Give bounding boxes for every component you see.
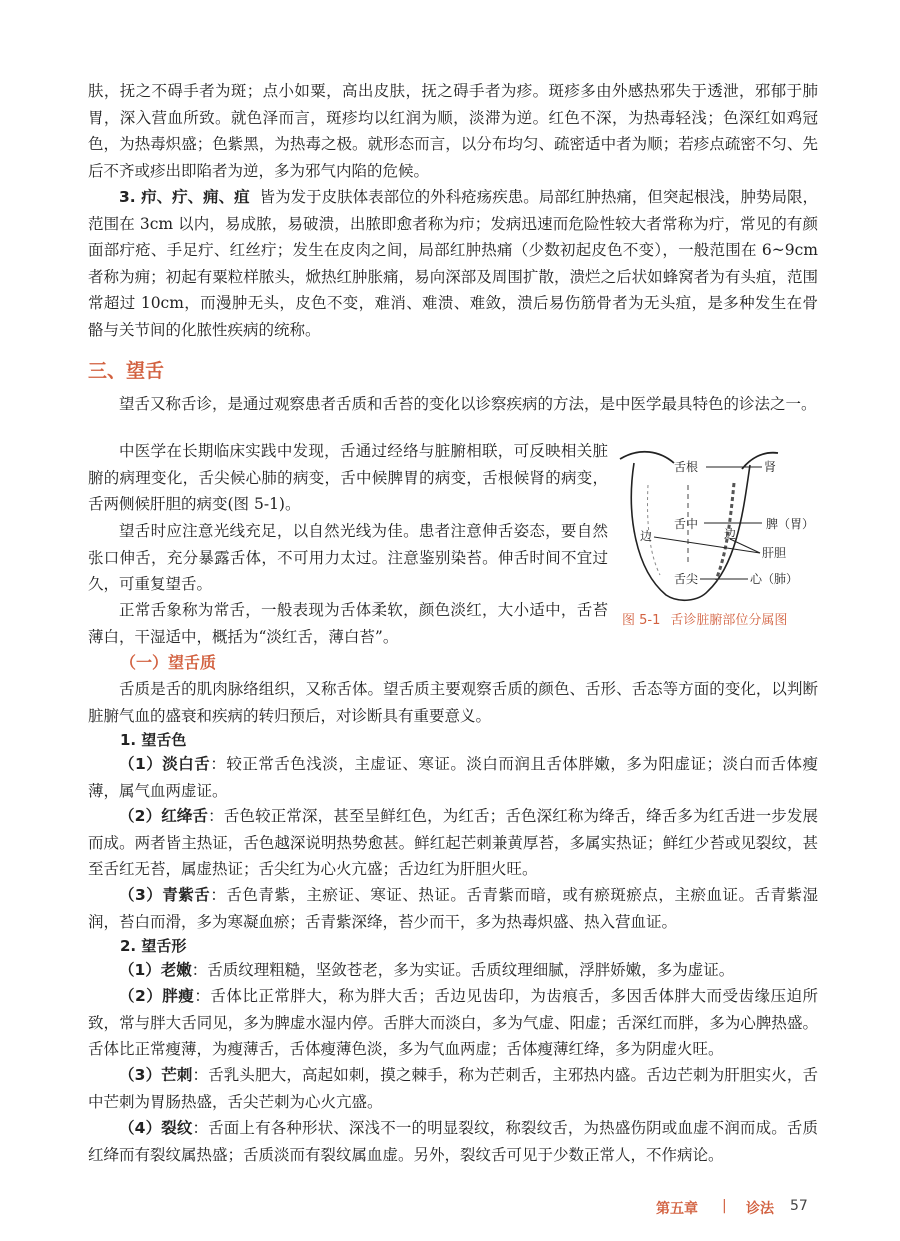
heading-tongue-shape: 2. 望舌形 [120,937,187,955]
label-edge-left: 边 [640,529,653,543]
shape-item-thorns-text: ：舌乳头肥大，高起如刺，摸之棘手，称为芒刺舌，主邪热内盛。舌边芒刺为肝胆实火，舌中芒刺为胃肠热盛，舌尖芒刺为心火亢盛。 [88,1066,818,1111]
item-3-paragraph [88,184,818,343]
color-item-purple-text: ：舌色青紫，主瘀证、寒证、热证。舌青紫而暗，或有瘀斑瘀点，主瘀血证。舌青紫湿润，苔白而滑，多为寒凝血瘀；舌青紫深绛，苔少而干，多为热毒炽盛、热入营血证。 [88,886,818,931]
observation-tips-paragraph: 望舌时应注意光线充足，以自然光线为佳。患者注意伸舌姿态，要自然张口伸舌，充分暴露舌体，不可用力太过。注意鉴别染苔。伸舌时间不宜过久，可重复望舌。 [88,522,608,593]
shape-item-thorns-label: （3）芒刺 [119,1066,193,1084]
shape-item-texture-label: （1）老嫩 [119,961,192,979]
item-3-label: 3. 疖、疔、痈、疽 [119,188,250,206]
shape-item-size-label: （2）胖瘦 [119,987,195,1005]
label-edge-right: 边 [724,527,737,541]
label-kidney: 肾 [764,460,777,474]
figure-number: 图 5-1 [622,613,661,628]
tongue-organs-paragraph: 中医学在长期临床实践中发现，舌通过经络与脏腑相联，可反映相关脏腑的病理变化，舌尖候心肺的病变，舌中候脾胃的病变，舌根候肾的病变，舌两侧候肝胆的病变(图 5-1)。 [88,442,608,513]
heading-tongue-color: 1. 望舌色 [120,731,187,749]
color-item-red-text: ：舌色较正常深，甚至呈鲜红色，为红舌；舌色深红称为绛舌，绛舌多为红舌进一步发展而成。两者皆主热证，舌色越深说明热势愈甚。鲜红起芒刺兼黄厚苔，多属实热证；鲜红少苔或见裂纹，甚至舌红无苔，属虚热证；舌尖红为心火亢盛；舌边红为肝胆火旺。 [88,807,818,878]
shape-item-fissures-label: （4）裂纹 [119,1119,193,1137]
normal-tongue-paragraph: 正常舌象称为常舌，一般表现为舌体柔软，颜色淡红，大小适中，舌苔薄白，干湿适中，概括为“淡红舌，薄白苔”。 [88,601,608,646]
shape-item-size [88,983,818,1063]
footer-separator: | [722,1198,727,1214]
label-tongue-root: 舌根 [674,460,699,474]
shape-item-thorns [88,1062,818,1115]
color-item-pale-text: ：较正常舌色浅淡，主虚证、寒证。淡白而润且舌体胖嫩，多为阳虚证；淡白而舌体瘦薄，属气血两虚证。 [88,755,818,800]
intro-paragraph: 肤，抚之不碍手者为斑；点小如粟，高出皮肤，抚之碍手者为疹。斑疹多由外感热邪失于透泄，邪郁于肺胃，深入营血所致。就色泽而言，斑疹均以红润为顺，淡滞为逆。红色不深，为热毒轻浅；色深红如鸡冠色，为热毒炽盛；色紫黑，为热毒之极。就形态而言，以分布均匀、疏密适中者为顺；若疹点疏密不匀、先后不齐或疹出即陷者为逆，多为邪气内陷的危候。 [88,82,818,180]
color-item-red-label: （2）红绛舌 [119,807,209,825]
tongue-body-paragraph: 舌质是舌的肌肉脉络组织，又称舌体。望舌质主要观察舌质的颜色、舌形、舌态等方面的变化，以判断脏腑气血的盛衰和疾病的转归预后，对诊断具有重要意义。 [88,680,818,725]
color-item-pale [88,751,818,804]
tongue-diagram-svg [612,445,822,605]
shape-item-texture [88,957,818,984]
label-spleen-stomach: 脾（胃） [766,517,815,531]
figure-title: 舌诊脏腑部位分属图 [670,613,788,628]
subsection-heading-tongue-body: （一）望舌质 [120,653,217,672]
liver-leader-left [654,537,760,553]
footer-chapter-title: 诊法 [746,1201,774,1217]
footer-chapter: 第五章 [656,1201,698,1217]
tongue-outline-top-left [620,452,674,463]
shape-item-size-text: ：舌体比正常胖大，称为胖大舌；舌边见齿印，为齿痕舌，多因舌体胖大而受齿缘压迫所致，常与胖大舌同见，多为脾虚水湿内停。舌胖大而淡白，多为气虚、阳虚；舌深红而胖，多为心脾热盛。舌体比正常瘦薄，为瘦薄舌，舌体瘦薄色淡，多为气血两虚；舌体瘦薄红绛，多为阴虚火旺。 [88,987,818,1058]
figure-caption [622,609,797,628]
color-item-purple [88,882,818,935]
label-heart-lung: 心（肺） [750,572,799,586]
tongue-diagram [612,445,822,605]
color-item-purple-label: （3）青紫舌 [119,886,211,904]
section-intro-paragraph: 望舌又称舌诊，是通过观察患者舌质和舌苔的变化以诊察疾病的方法，是中医学最具特色的诊法之一。 [119,395,817,413]
item-3-text: 皆为发于皮肤体表部位的外科疮疡疾患。局部红肿热痛，但突起根浅，肿势局限，范围在 3cm 以内，易成脓，易破溃，出脓即愈者称为疖；发病迅速而危险性较大者常称为疔，常见的有颜面部疔疮、手足疔、红丝疔；发生在皮肉之间，局部红肿热痛（少数初起皮色不变），一般范围在 6~9cm 者称为痈；初起有粟粒样脓头，焮热红肿胀痛，易向深部及周围扩散，溃烂之后状如蜂窝者为有头疽，范围常超过 10cm，而漫肿无头，皮色不变，难消、难溃、难敛，溃后易伤筋骨者为无头疽，是多种发生在骨骼与关节间的化脓性疾病的统称。 [88,188,818,339]
label-liver-gallbladder: 肝胆 [762,546,787,560]
label-tongue-tip: 舌尖 [674,572,699,586]
shape-item-fissures-text: ：舌面上有各种形状、深浅不一的明显裂纹，称裂纹舌，为热盛伤阴或血虚不润而成。舌质红绛而有裂纹属热盛；舌质淡而有裂纹属血虚。另外，裂纹舌可见于少数正常人，不作病论。 [88,1119,818,1164]
page-number: 57 [790,1198,808,1214]
section-heading: 三、望舌 [88,360,165,382]
shape-item-fissures [88,1115,818,1168]
color-item-red [88,803,818,883]
label-tongue-middle: 舌中 [674,517,699,531]
color-item-pale-label: （1）淡白舌 [119,755,211,773]
shape-item-texture-text: ：舌质纹理粗糙，坚敛苍老，多为实证。舌质纹理细腻，浮胖娇嫩，多为虚证。 [191,961,735,979]
